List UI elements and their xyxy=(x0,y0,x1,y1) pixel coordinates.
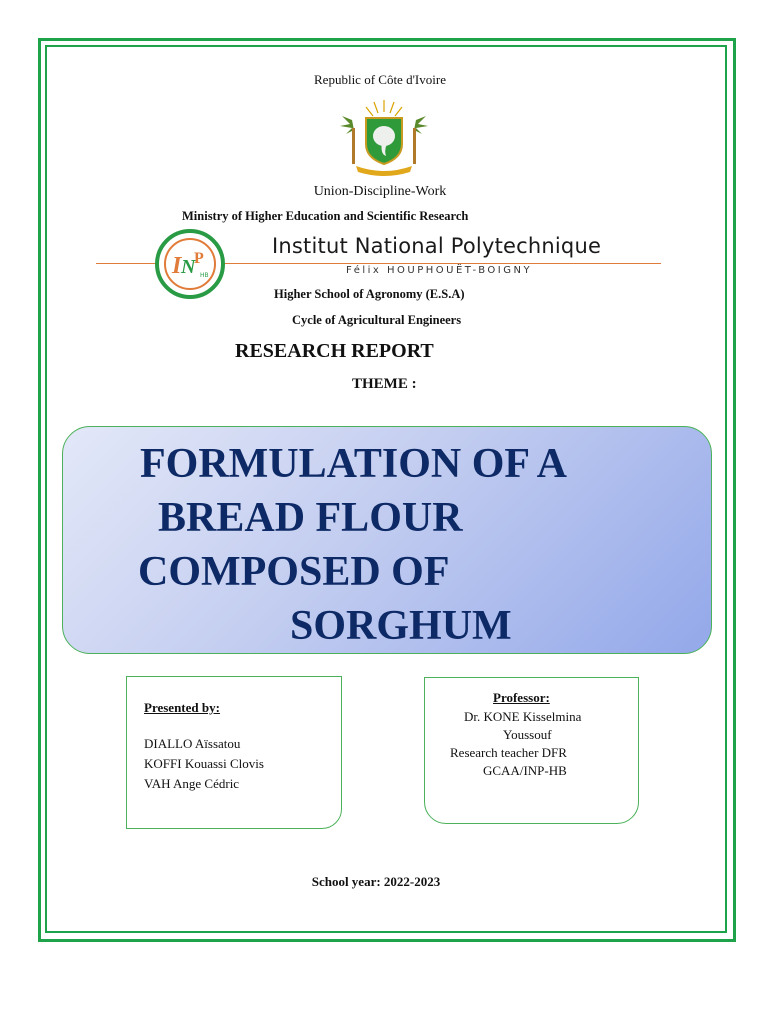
student-names xyxy=(144,734,264,794)
report-title-line-3: COMPOSED OF xyxy=(138,549,450,595)
cycle-name: Cycle of Agricultural Engineers xyxy=(292,313,462,327)
professor-role: Research teacher DFR xyxy=(450,745,567,760)
institution-name: Institut National Polytechnique xyxy=(272,234,602,258)
institution-subname: Félix HOUPHOUËT-BOIGNY xyxy=(346,265,533,276)
professor-name-cont: Youssouf xyxy=(503,727,552,742)
student-name: DIALLO Aïssatou xyxy=(144,736,241,751)
professor-details xyxy=(440,708,650,780)
svg-text:HB: HB xyxy=(200,272,209,279)
national-motto: Union-Discipline-Work xyxy=(313,184,447,199)
svg-text:P: P xyxy=(194,250,204,267)
theme-label: THEME : xyxy=(352,376,417,392)
report-title-line-1: FORMULATION OF A xyxy=(140,441,567,487)
report-title-line-4: SORGHUM xyxy=(290,603,512,649)
coat-of-arms-icon xyxy=(338,98,430,180)
presented-by-label: Presented by: xyxy=(144,700,220,715)
student-name: KOFFI Kouassi Clovis xyxy=(144,756,264,771)
report-title-line-2: BREAD FLOUR xyxy=(158,495,463,541)
professor-department: GCAA/INP-HB xyxy=(483,763,567,778)
inp-hb-logo-icon xyxy=(152,229,228,299)
professor-name: Dr. KONE Kisselmina xyxy=(464,709,582,724)
student-name: VAH Ange Cédric xyxy=(144,776,240,791)
report-type: RESEARCH REPORT xyxy=(235,340,434,362)
school-name: Higher School of Agronomy (E.S.A) xyxy=(274,287,465,301)
school-year: School year: 2022-2023 xyxy=(311,874,441,889)
ministry-name: Ministry of Higher Education and Scientific Research xyxy=(182,209,469,223)
svg-text:I: I xyxy=(172,253,182,279)
republic-name: Republic of Côte d'Ivoire xyxy=(314,72,446,87)
svg-text:N: N xyxy=(181,256,196,278)
professor-label: Professor: xyxy=(493,690,550,705)
